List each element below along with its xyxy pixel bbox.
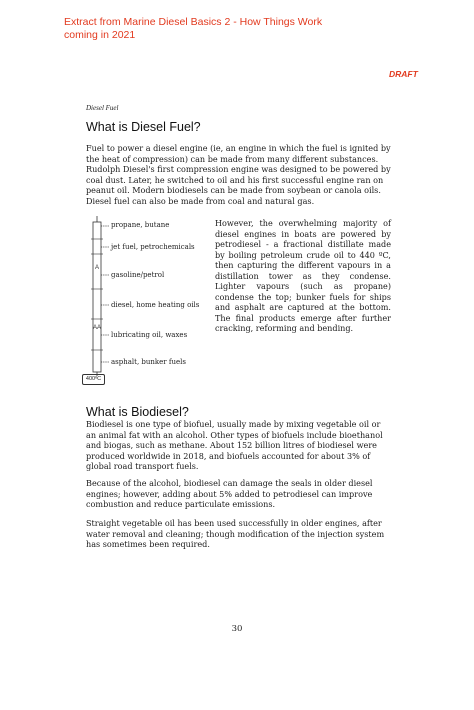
- source-line-1: Extract from Marine Diesel Basics 2 - How Things Work: [64, 16, 323, 28]
- source-banner: [0, 0, 474, 58]
- fraction-label-gasoline: gasoline/petrol: [111, 271, 165, 279]
- draft-label: DRAFT: [389, 69, 418, 79]
- page-number: 30: [231, 624, 243, 634]
- svg-text:A: A: [95, 265, 100, 271]
- fraction-label-lubricating-oil: lubricating oil, waxes: [111, 331, 188, 339]
- distillation-tower-diagram: [82, 214, 212, 390]
- intro-paragraph: Fuel to power a diesel engine (ie, an engine in which the fuel is ignited by the heat of compression) can be made from many different substances. Rudolph Diesel's first compression engine was designed to be powered by coal dust. Later, he switched to oil and his first successful engine ran on peanut oil. Modern biodiesels can be made from soybean or canola oils. Diesel fuel can also be made from coal and natural gas.: [86, 143, 391, 206]
- fraction-label-diesel: diesel, home heating oils: [111, 301, 200, 309]
- source-note: [64, 16, 364, 42]
- biodiesel-paragraph-3: Straight vegetable oil has been used successfully in older engines, after water removal and cleaning; though modification of the injection system has sometimes been required.: [86, 518, 385, 549]
- heading-biodiesel: What is Biodiesel?: [86, 405, 189, 419]
- fraction-label-asphalt: asphalt, bunker fuels: [111, 358, 186, 366]
- biodiesel-paragraph-1: Biodiesel is one type of biofuel, usually made by mixing vegetable oil or an animal fat with an alcohol. Other types of biofuels include bioethanol and biogas, such as methane. About 152 billion litres of biodiesel were produced worldwide in 2018, and biofuels accounted for about 3% of global road transport fuels.: [86, 419, 383, 471]
- source-line-2: coming in 2021: [64, 29, 136, 41]
- temperature-label: 400ºC: [82, 374, 105, 385]
- running-section-label: Diesel Fuel: [86, 104, 119, 112]
- biodiesel-paragraph-2: Because of the alcohol, biodiesel can damage the seals in older diesel engines; however, adding about 5% added to petrodiesel can improve combustion and reduce particulate emissions.: [86, 478, 373, 509]
- fraction-label-propane: propane, butane: [111, 221, 170, 229]
- heading-diesel-fuel: What is Diesel Fuel?: [86, 120, 201, 134]
- fraction-label-jet-fuel: jet fuel, petrochemicals: [111, 243, 195, 251]
- svg-text:AA: AA: [93, 325, 102, 331]
- petrodiesel-paragraph: However, the overwhelming majority of diesel engines in boats are powered by petrodiesel - a fractional distillate made by boiling petroleum crude oil to 440 ºC, then capturing the different vapours in a distillation tower as they condense. Lighter vapours (such as propane) condense the top; bunker fuels for ships and asphalt are captured at the bottom. The final products emerge after further cracking, reforming and bending.: [215, 218, 391, 333]
